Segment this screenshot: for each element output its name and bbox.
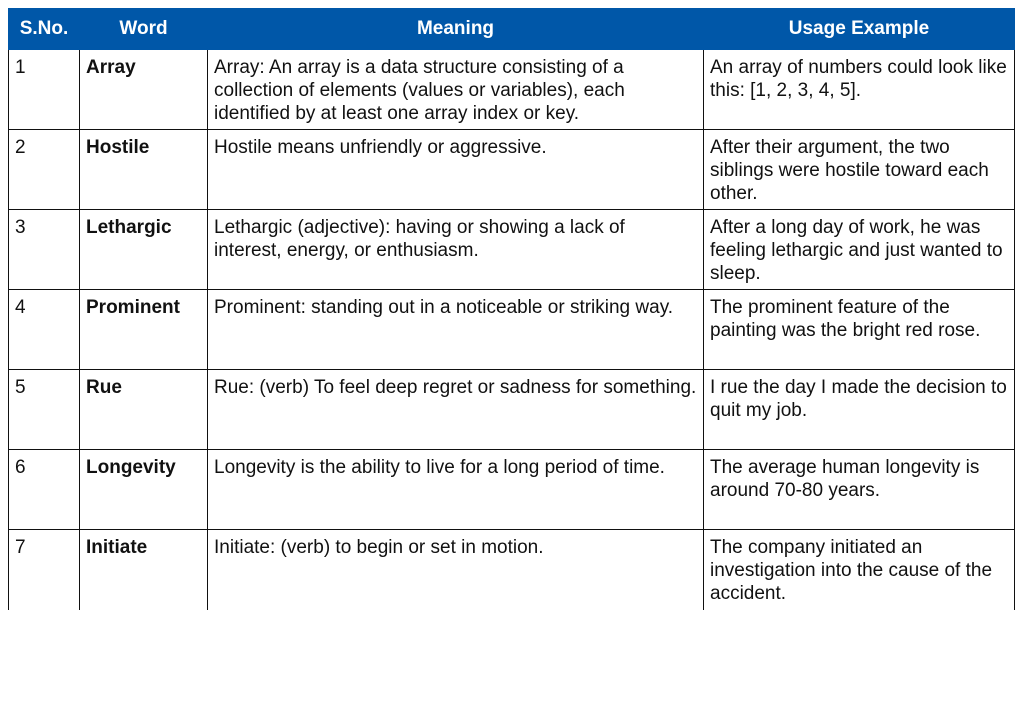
header-sno: S.No. [9,9,80,50]
cell-meaning: Array: An array is a data structure consisting of a collection of elements (values or variables), each identified by at least one array index or key. [208,50,704,130]
cell-usage: The prominent feature of the painting was the bright red rose. [704,290,1015,370]
cell-usage: The average human longevity is around 70-80 years. [704,450,1015,530]
cell-meaning: Hostile means unfriendly or aggressive. [208,130,704,210]
table-row [9,370,1015,450]
cell-word: Rue [80,370,208,450]
cell-meaning: Longevity is the ability to live for a long period of time. [208,450,704,530]
cell-word: Array [80,50,208,130]
cell-sno: 3 [9,210,80,290]
header-usage: Usage Example [704,9,1015,50]
cell-sno: 6 [9,450,80,530]
header-word: Word [80,9,208,50]
header-meaning: Meaning [208,9,704,50]
cell-word: Longevity [80,450,208,530]
cell-sno: 1 [9,50,80,130]
table-row [9,130,1015,210]
table-row [9,290,1015,370]
table-row [9,530,1015,610]
cell-meaning: Prominent: standing out in a noticeable or striking way. [208,290,704,370]
cell-usage: An array of numbers could look like this: [1, 2, 3, 4, 5]. [704,50,1015,130]
cell-sno: 7 [9,530,80,610]
header-row [9,9,1015,50]
cell-usage: After their argument, the two siblings were hostile toward each other. [704,130,1015,210]
cell-word: Hostile [80,130,208,210]
cell-word: Lethargic [80,210,208,290]
cell-sno: 4 [9,290,80,370]
cell-usage: The company initiated an investigation into the cause of the accident. [704,530,1015,610]
cell-usage: After a long day of work, he was feeling lethargic and just wanted to sleep. [704,210,1015,290]
cell-meaning: Rue: (verb) To feel deep regret or sadness for something. [208,370,704,450]
cell-sno: 2 [9,130,80,210]
table-row [9,50,1015,130]
cell-meaning: Initiate: (verb) to begin or set in motion. [208,530,704,610]
cell-word: Initiate [80,530,208,610]
table-row [9,450,1015,530]
cell-sno: 5 [9,370,80,450]
cell-usage: I rue the day I made the decision to quit my job. [704,370,1015,450]
table-row [9,210,1015,290]
cell-meaning: Lethargic (adjective): having or showing a lack of interest, energy, or enthusiasm. [208,210,704,290]
vocabulary-table [8,8,1015,610]
cell-word: Prominent [80,290,208,370]
